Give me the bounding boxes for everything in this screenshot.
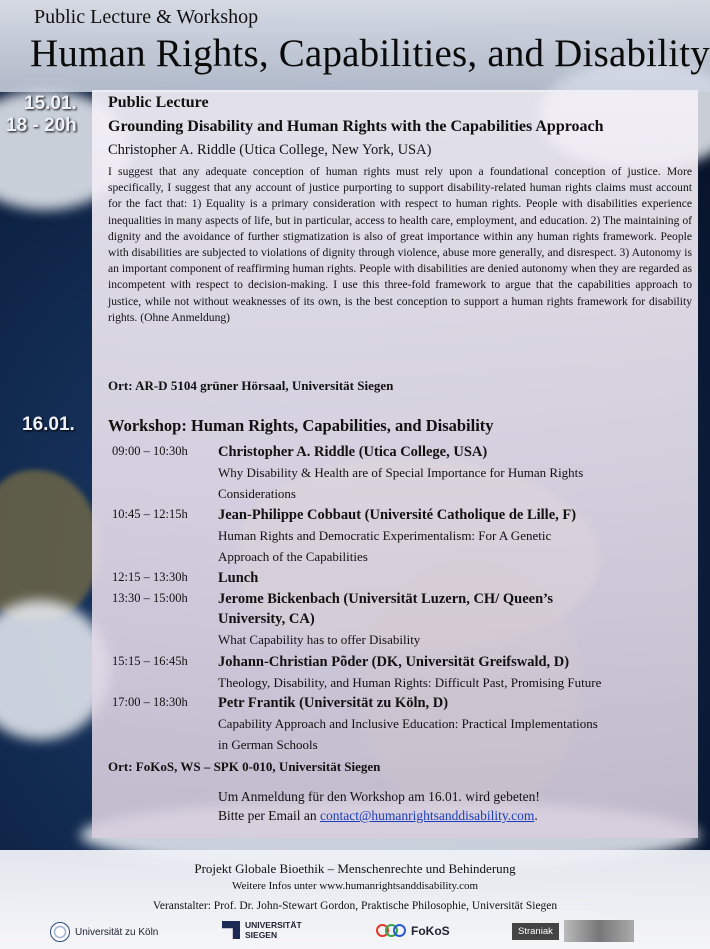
slot-time: 15:15 – 16:45h (112, 654, 188, 668)
event-kicker: Public Lecture & Workshop (34, 6, 259, 28)
project-name: Projekt Globale Bioethik – Menschenrechte und Behinderung (194, 861, 516, 876)
seal-icon (50, 922, 70, 942)
slot-speaker: Jean-Philippe Cobbaut (Université Catholique de Lille, F) (218, 507, 577, 523)
registration-line: Um Anmeldung für den Workshop am 16.01. wird gebeten! (218, 789, 540, 804)
slot-speaker: Petr Frantik (Universität zu Köln, D) (218, 695, 449, 711)
lecture-type: Public Lecture (108, 94, 209, 111)
koeln-logo (50, 922, 158, 942)
organizer: Veranstalter: Prof. Dr. John-Stewart Gordon, Praktische Philosophie, Universität Siegen (152, 900, 558, 912)
fokos-logo-text: FoKoS (411, 924, 450, 938)
contact-email-link[interactable]: contact@humanrightsanddisability.com (319, 808, 535, 823)
slot-speaker-continued: University, CA) (218, 611, 315, 627)
slot-topic: Theology, Disability, and Human Rights: Difficult Past, Promising Future (218, 675, 602, 690)
sponsor-logos (0, 920, 710, 946)
more-info: Weitere Infos unter www.humanrightsanddisability.com (231, 880, 479, 892)
straniak-logo-text: Straniak (512, 923, 559, 940)
slot-time: 09:00 – 10:30h (112, 444, 188, 458)
straniak-logo (512, 920, 634, 942)
siegen-logo-line1: UNIVERSITÄT (245, 920, 302, 930)
slot-topic: Capability Approach and Inclusive Education: Practical Implementations (218, 716, 598, 731)
lecture-title: Grounding Disability and Human Rights with the Capabilities Approach (108, 118, 604, 135)
workshop-date: 16.01. (22, 414, 75, 435)
slot-speaker: Christopher A. Riddle (Utica College, USA) (218, 444, 488, 460)
event-title: Human Rights, Capabilities, and Disability (30, 32, 710, 75)
slot-speaker: Jerome Bickenbach (Universität Luzern, CH/ Queen’s (218, 591, 554, 607)
portrait-strip-image (564, 920, 634, 942)
rings-icon (376, 922, 406, 940)
workshop-title: Workshop: Human Rights, Capabilities, and Disability (108, 416, 494, 435)
lecture-date: 15.01. (24, 93, 77, 114)
slot-topic: Considerations (218, 486, 296, 501)
slot-topic: Why Disability & Health are of Special Importance for Human Rights (218, 465, 584, 480)
lecture-abstract: I suggest that any adequate conception of human rights must rely upon a foundational conception of justice. More specifically, I suggest that any account of justice purporting to support disability-related human rights claims must account for the fact that: 1) Equality is a primary consideration with respect to human rights. People with disabilities experience inequalities in many aspects of life, but in particular, access to health care, employment, and education. 2) The maintaining of dignity and the avoidance of further stigmatization is also of great importance within any human rights framework. People with disabilities are subjected to violations of dignity through violence, abuse more generally, and disrespect. 3) Autonomy is an important component of reaffirming human rights. People with disabilities are denied autonomy when they are regarded as incompetent with respect to decision-making. I use this three-fold framework to argue that the capabilities approach to justice, while not without weaknesses of its own, is the best conception to support a human rights framework for disability rights. (Ohne Anmeldung) (108, 165, 692, 324)
footer (0, 850, 710, 949)
lecture-venue: Ort: AR-D 5104 grüner Hörsaal, Universität Siegen (108, 378, 394, 393)
lecture-time: 18 - 20h (6, 115, 77, 136)
registration-prefix: Bitte per Email an (218, 808, 320, 823)
registration-suffix: . (534, 808, 538, 823)
registration-note (218, 787, 540, 825)
slot-topic: in German Schools (218, 737, 318, 752)
slot-time: 10:45 – 12:15h (112, 507, 188, 521)
slot-time: 13:30 – 15:00h (112, 591, 188, 605)
siegen-logo-line2: SIEGEN (245, 930, 278, 940)
lecture-speaker: Christopher A. Riddle (Utica College, New York, USA) (108, 142, 432, 158)
slot-topic: What Capability has to offer Disability (218, 632, 421, 647)
fokos-logo (376, 922, 450, 940)
siegen-mark-icon (222, 921, 240, 939)
siegen-logo-text (245, 920, 302, 940)
slot-time: 17:00 – 18:30h (112, 695, 188, 709)
header-banner (0, 0, 710, 92)
slot-topic: Human Rights and Democratic Experimentalism: For A Genetic (218, 528, 552, 543)
slot-topic: Approach of the Capabilities (218, 549, 368, 564)
workshop-venue: Ort: FoKoS, WS – SPK 0-010, Universität Siegen (108, 759, 381, 774)
koeln-logo-text: Universität zu Köln (75, 926, 159, 938)
slot-time: 12:15 – 13:30h (112, 570, 188, 584)
slot-speaker: Lunch (218, 570, 259, 586)
slot-speaker: Johann-Christian Põder (DK, Universität Greifswald, D) (218, 654, 570, 670)
registration-email-line (218, 806, 540, 825)
siegen-logo (222, 920, 302, 940)
